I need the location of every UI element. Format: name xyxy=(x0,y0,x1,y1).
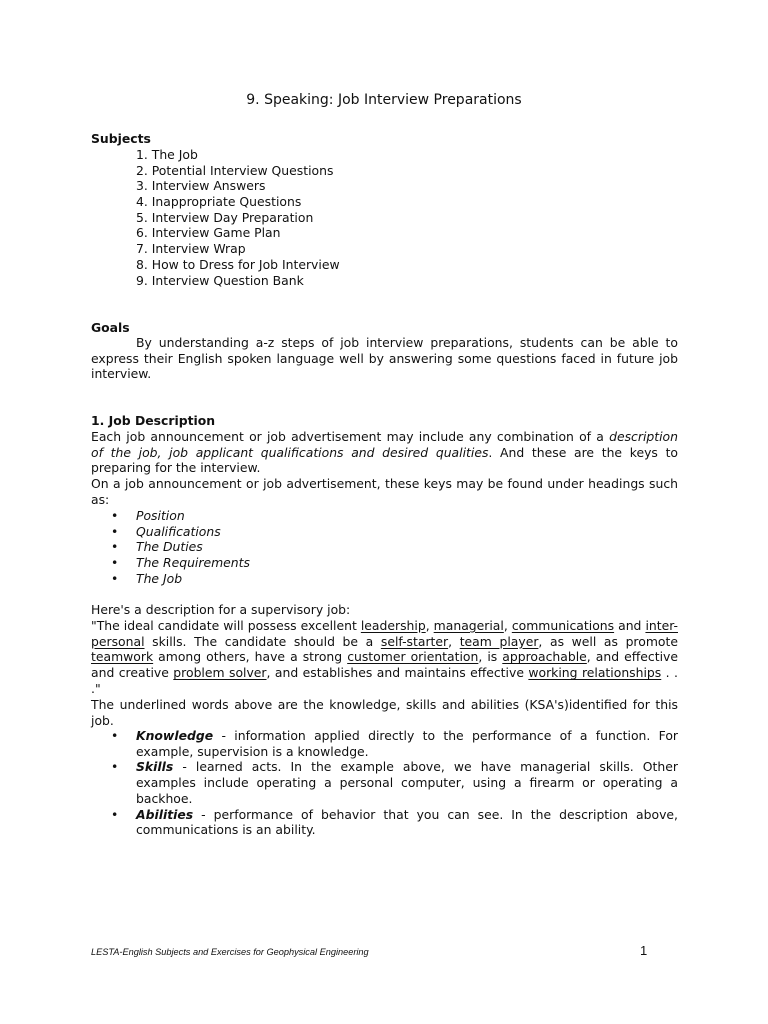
subjects-list-item: 8. How to Dress for Job Interview xyxy=(136,256,340,272)
bullet-text: The Job xyxy=(136,570,183,586)
bullet-icon: • xyxy=(111,806,119,822)
ksa-term: Abilities xyxy=(136,806,194,822)
quote-text: among others, have a strong xyxy=(153,649,348,665)
job-description-heading: 1. Job Description xyxy=(91,413,216,428)
ksa-explanation: The underlined words above are the knowledge, skills and abilities (KSA's)identified for this job. xyxy=(91,697,678,728)
intro-text: Each job announcement or job advertisement may include any combination of a xyxy=(91,429,610,444)
bullet-icon: • xyxy=(111,523,119,539)
quote-text: , xyxy=(503,618,512,633)
quote-text: , is xyxy=(478,649,503,665)
bullet-text: The Requirements xyxy=(136,555,250,571)
ksa-underlined-word: working relationships xyxy=(528,665,662,681)
headings-bullet-list xyxy=(111,508,678,587)
bullet-icon: • xyxy=(111,759,119,775)
ksa-underlined-word: customer orientation xyxy=(347,649,479,665)
ksa-description: - performance of behavior that you can see. In the description above, communications is an ability. xyxy=(136,806,678,838)
goals-paragraph: By understanding a-z steps of job interview preparations, students can be able to express their English spoken language well by answering some questions faced in future job interview. xyxy=(91,335,678,382)
quote-text: , xyxy=(425,618,434,633)
quote-text: . . ." xyxy=(91,665,678,696)
bullet-item xyxy=(111,508,678,524)
example-lead: Here's a description for a supervisory job: xyxy=(91,602,351,617)
subjects-list-item: 1. The Job xyxy=(136,147,198,162)
ksa-underlined-word: managerial xyxy=(433,618,504,633)
bullet-icon: • xyxy=(111,728,119,743)
ksa-term: Knowledge xyxy=(136,728,214,743)
ksa-bullet-list xyxy=(111,728,678,838)
ksa-underlined-word: self-starter xyxy=(380,633,449,649)
bullet-text: Position xyxy=(136,508,185,523)
subjects-list-item: 2. Potential Interview Questions xyxy=(136,162,334,178)
bullet-icon: • xyxy=(111,570,119,586)
ksa-item-skills xyxy=(111,759,678,806)
ksa-underlined-word: inter-personal xyxy=(91,618,678,649)
ksa-item-abilities xyxy=(111,807,678,838)
quote-text: "The ideal candidate will possess excellent xyxy=(91,618,361,633)
ksa-underlined-word: leadership xyxy=(360,618,426,633)
ksa-item-knowledge xyxy=(111,728,678,759)
bullet-icon: • xyxy=(111,539,119,555)
ksa-description: - learned acts. In the example above, we have managerial skills. Other examples include operating a personal computer, using a firearm or operating a backhoe. xyxy=(136,759,678,806)
ksa-underlined-word: team player xyxy=(459,633,539,649)
job-description-intro xyxy=(91,429,678,476)
goals-heading: Goals xyxy=(91,320,130,335)
page-number: 1 xyxy=(640,943,648,958)
quote-text: , as well as promote xyxy=(538,633,678,649)
ksa-underlined-word: teamwork xyxy=(91,649,154,665)
bullet-item xyxy=(111,555,678,571)
subjects-list-item: 3. Interview Answers xyxy=(136,178,266,194)
bullet-item xyxy=(111,571,678,587)
subjects-list-item: 5. Interview Day Preparation xyxy=(136,209,314,225)
ksa-underlined-word: approachable xyxy=(502,649,587,665)
quote-text: skills. The candidate should be a xyxy=(144,633,381,649)
bullet-item xyxy=(111,524,678,540)
subjects-heading: Subjects xyxy=(91,131,151,146)
ksa-underlined-word: problem solver xyxy=(173,665,267,681)
bullet-text: Qualifications xyxy=(136,523,221,539)
subjects-list-item: 9. Interview Question Bank xyxy=(136,272,304,288)
page-footer: LESTA-English Subjects and Exercises for Geophysical Engineering xyxy=(91,947,369,957)
quote-text: , xyxy=(448,633,460,649)
job-description-headings-intro: On a job announcement or job advertisement, these keys may be found under headings such as: xyxy=(91,476,678,507)
example-quote xyxy=(91,618,678,697)
subjects-list-item: 7. Interview Wrap xyxy=(136,241,246,257)
quote-text: , and effective and creative xyxy=(91,649,678,681)
ksa-underlined-word: communications xyxy=(511,618,615,633)
ksa-term: Skills xyxy=(136,759,174,775)
quote-text: , and establishes and maintains effective xyxy=(266,665,529,681)
intro-text-cont: . And these are the keys to preparing for the interview. xyxy=(91,444,679,476)
subjects-list-item: 6. Interview Game Plan xyxy=(136,225,281,241)
intro-italic-text: description of the job, job applicant qualifications and desired qualities xyxy=(91,429,678,460)
bullet-icon: • xyxy=(111,508,119,523)
page-title: 9. Speaking: Job Interview Preparations xyxy=(246,92,522,108)
subjects-list-item: 4. Inappropriate Questions xyxy=(136,194,302,210)
subjects-list xyxy=(136,147,340,288)
bullet-text: The Duties xyxy=(136,539,203,555)
quote-text: and xyxy=(614,618,646,633)
ksa-description: - information applied directly to the performance of a function. For example, supervision is a knowledge. xyxy=(136,728,678,759)
bullet-icon: • xyxy=(111,555,119,571)
bullet-item xyxy=(111,539,678,555)
